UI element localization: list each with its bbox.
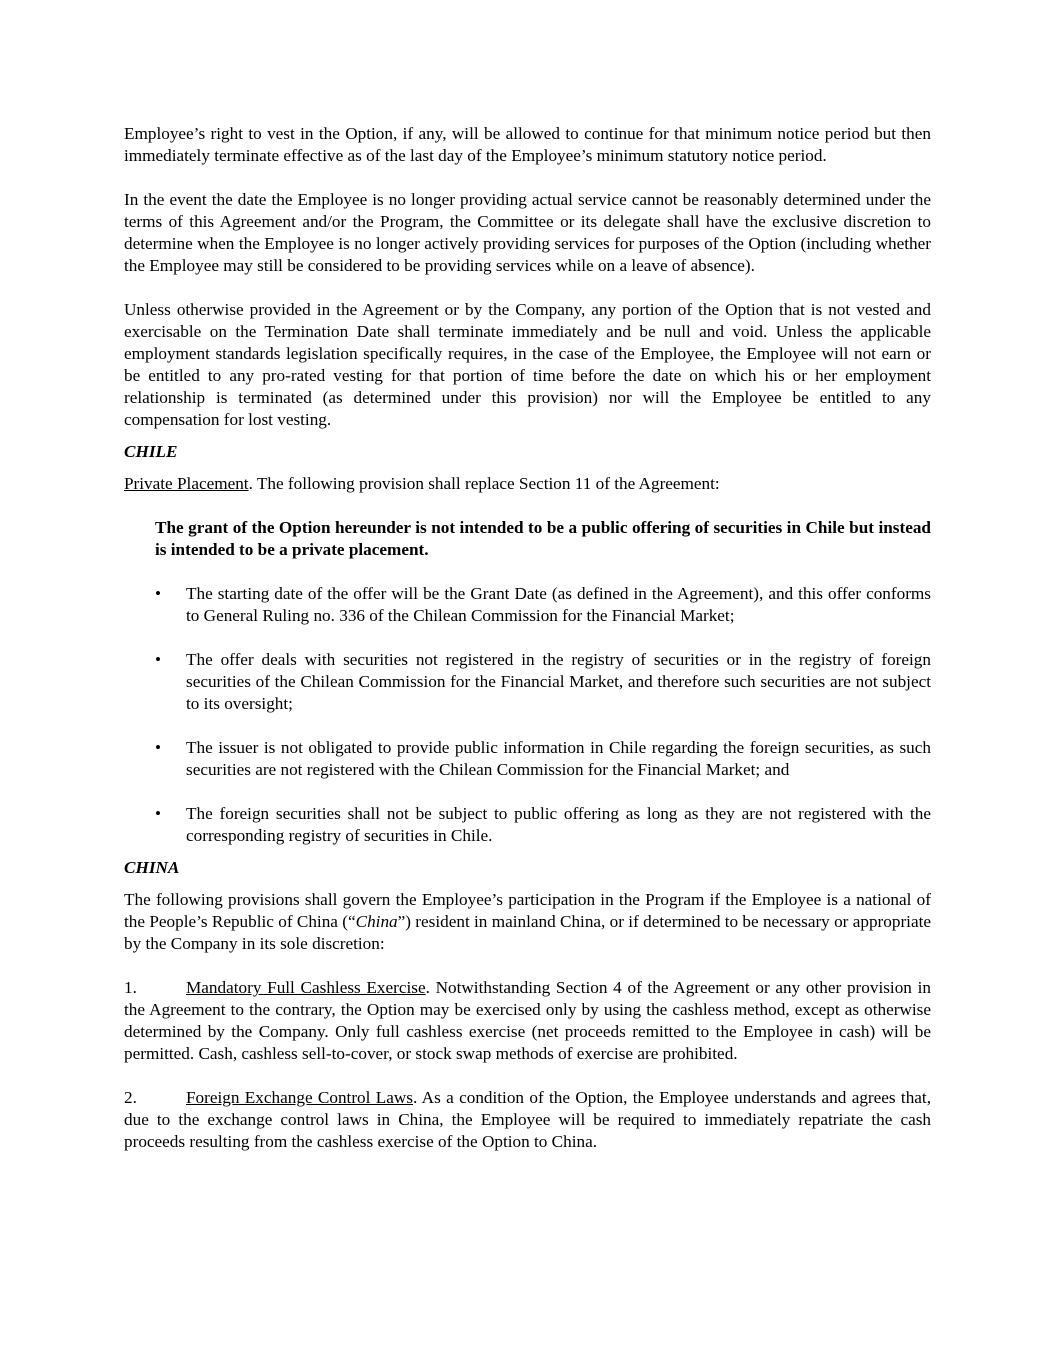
chile-bullet-list <box>124 583 931 847</box>
paragraph-service-determination: In the event the date the Employee is no longer providing actual service cannot be reasonably determined under the terms of this Agreement and/or the Program, the Committee or its delegate shall have the exclusive discretion to determine when the Employee is no longer actively providing services for purposes of the Option (including whether the Employee may still be considered to be providing services while on a leave of absence). <box>124 190 931 275</box>
numbered-item-cashless-exercise <box>124 977 931 1065</box>
list-item <box>124 649 931 715</box>
china-intro-paragraph <box>124 889 931 955</box>
item-text: . As a condition of the Option, the Employee understands and agrees that, due to the exchange control laws in China, the Employee will be required to immediately repatriate the cash proceeds resulting from the cashless exercise of the Option to China. <box>124 1088 931 1151</box>
list-item <box>124 737 931 781</box>
list-item <box>124 803 931 847</box>
bullet-icon: • <box>155 650 162 669</box>
list-item-text: The starting date of the offer will be the Grant Date (as defined in the Agreement), and this offer conforms to General Ruling no. 336 of the Chilean Commission for the Financial Market; <box>186 584 931 625</box>
private-placement-notice: The grant of the Option hereunder is not intended to be a public offering of securities in Chile but instead is intended to be a private placement. <box>155 518 931 559</box>
paragraph-unvested-option: Unless otherwise provided in the Agreement or by the Company, any portion of the Option that is not vested and exercisable on the Termination Date shall terminate immediately and be null and void. Unless the applicable employment standards legislation specifically requires, in the case of the Employee, the Employee will not earn or be entitled to any pro-rated vesting for that portion of time before the date on which his or her employment relationship is terminated (as determined under this provision) nor will the Employee be entitled to any compensation for lost vesting. <box>124 300 931 429</box>
china-defined-term: China <box>355 912 398 931</box>
item-text: . Notwithstanding Section 4 of the Agreement or any other provision in the Agreement to the contrary, the Option may be exercised only by using the cashless method, except as otherwise determined by the Company. Only full cashless exercise (net proceeds remitted to the Employee in cash) will be permitted. Cash, cashless sell-to-cover, or stock swap methods of exercise are prohibited. <box>124 978 931 1063</box>
paragraph-notice-period: Employee’s right to vest in the Option, if any, will be allowed to continue for that minimum notice period but then immediately terminate effective as of the last day of the Employee’s minimum statutory notice period. <box>124 124 931 165</box>
document-page <box>124 123 931 1153</box>
bullet-icon: • <box>155 804 162 823</box>
item-number: 2. <box>124 1088 137 1107</box>
private-placement-text: . The following provision shall replace Section 11 of the Agreement: <box>248 474 720 493</box>
section-heading-chile: CHILE <box>124 442 178 461</box>
list-item-text: The offer deals with securities not registered in the registry of securities or in the registry of foreign securities of the Chilean Commission for the Financial Market, and therefore such securities are not subject to its oversight; <box>186 650 931 713</box>
private-placement-title: Private Placement <box>124 474 249 493</box>
list-item <box>124 583 931 627</box>
list-item-text: The issuer is not obligated to provide public information in Chile regarding the foreign securities, as such securities are not registered with the Chilean Commission for the Financial Market; and <box>186 738 931 779</box>
item-title: Mandatory Full Cashless Exercise <box>186 978 426 997</box>
bullet-icon: • <box>155 584 162 603</box>
private-placement-paragraph <box>124 473 931 495</box>
item-title: Foreign Exchange Control Laws <box>186 1088 413 1107</box>
numbered-item-foreign-exchange <box>124 1087 931 1153</box>
china-intro-text-a: The following provisions shall govern the Employee’s participation in the Program if the Employee is a national of the People’s Republic of China (“ <box>124 890 931 931</box>
list-item-text: The foreign securities shall not be subject to public offering as long as they are not registered with the corresponding registry of securities in Chile. <box>186 804 931 845</box>
bullet-icon: • <box>155 738 162 757</box>
china-intro-text-b: ”) resident in mainland China, or if determined to be necessary or appropriate by the Company in its sole discretion: <box>124 912 931 953</box>
section-heading-china: CHINA <box>124 858 180 877</box>
item-number: 1. <box>124 978 137 997</box>
